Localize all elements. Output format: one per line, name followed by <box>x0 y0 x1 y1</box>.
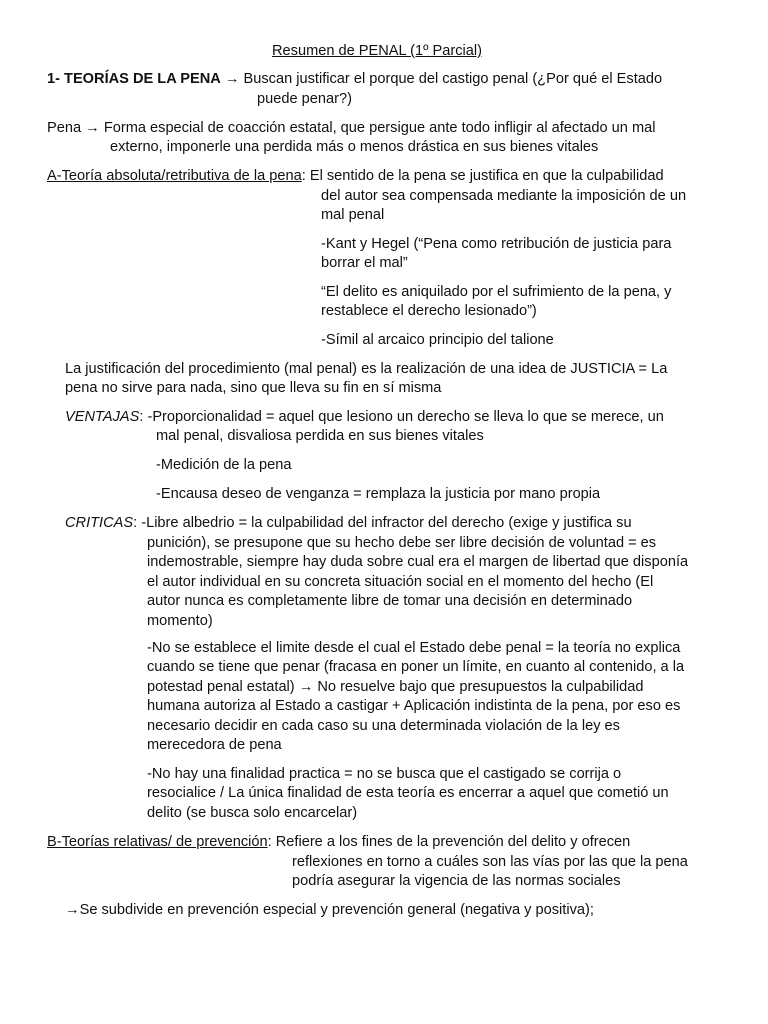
pena-text: Forma especial de coacción estatal, que persigue ante todo infligir al afectado un mal <box>103 120 656 136</box>
criticas-text: momento) <box>147 612 213 629</box>
criticas-text: : -Libre albedrio = la culpabilidad del infractor del derecho (exige y justifica su <box>133 515 632 531</box>
teoria-a-heading-line <box>47 167 664 186</box>
ventajas-text-cont: mal penal, disvaliosa perdida en sus bienes vitales <box>156 428 484 444</box>
ventajas-item: -Medición de la pena <box>156 457 292 473</box>
criticas-text: merecedora de pena <box>147 737 282 754</box>
criticas-text: resocialice / La única finalidad de esta teoría es encerrar a aquel que cometió un <box>147 785 669 802</box>
kant-hegel-text: -Kant y Hegel (“Pena como retribución de justicia para <box>321 236 672 252</box>
criticas-text: delito (se busca solo encarcelar) <box>147 804 358 821</box>
criticas-text: punición), se presupone que su hecho debe ser libre decisión de voluntad = es <box>147 535 657 551</box>
delito-quote: “El delito es aniquilado por el sufrimiento de la pena, y <box>321 284 672 300</box>
arrow-icon: → <box>224 71 240 87</box>
justificacion-text-cont: pena no sirve para nada, sino que lleva su fin en sí misma <box>65 380 442 396</box>
criticas-p3 <box>147 765 669 823</box>
subdivision-text: →Se subdivide en prevención especial y prevención general (negativa y positiva); <box>65 902 594 918</box>
section-1-heading: 1- TEORÍAS DE LA PENA <box>47 71 221 87</box>
pena-text-cont: externo, imponerle una perdida más o menos drástica en sus bienes vitales <box>110 139 599 155</box>
teoria-a-text-cont: del autor sea compensada mediante la imposición de un <box>321 188 687 204</box>
teoria-b-text-cont: reflexiones en torno a cuáles son las vías por las que la pena <box>292 854 688 870</box>
section-1-desc-cont: puede penar?) <box>257 91 352 107</box>
criticas-text: cuando se tiene que penar (fracasa en poner un límite, en cuanto al contenido, a la <box>147 659 685 676</box>
ventajas-item: -Encausa deseo de venganza = remplaza la justicia por mano propia <box>156 486 601 502</box>
section-1-desc: Buscan justificar el porque del castigo penal (¿Por qué el Estado <box>243 71 663 87</box>
ventajas-text: : -Proporcionalidad = aquel que lesiono un derecho se lleva lo que se merece, un <box>139 409 664 425</box>
criticas-label: CRITICAS <box>65 515 134 531</box>
teoria-b-heading: B-Teorías relativas/ de prevención <box>47 834 268 850</box>
criticas-text: humana autoriza al Estado a castigar + Aplicación indistinta de la pena, por eso es <box>147 698 681 715</box>
justificacion-text: La justificación del procedimiento (mal penal) es la realización de una idea de JUSTICIA = La <box>65 361 668 377</box>
teoria-b-heading-line <box>47 833 630 852</box>
teoria-a-text-cont: mal penal <box>321 207 385 223</box>
kant-hegel-text-cont: borrar el mal” <box>321 255 408 271</box>
criticas-p2 <box>147 639 684 755</box>
pena-definition <box>47 119 655 138</box>
ventajas-label: VENTAJAS <box>65 409 140 425</box>
arrow-icon: → <box>85 120 100 136</box>
criticas-text: -No se establece el limite desde el cual el Estado debe penal = la teoría no explica <box>147 640 681 656</box>
teoria-b-text: : Refiere a los fines de la prevención del delito y ofrecen <box>267 834 631 850</box>
teoria-b-text-cont: podría asegurar la vigencia de las normas sociales <box>292 873 621 889</box>
criticas-line <box>65 514 632 533</box>
colon: : <box>301 168 306 184</box>
pena-label: Pena <box>47 120 82 136</box>
criticas-text: autor nunca es completamente libre de tomar una decisión en determinado <box>147 593 633 610</box>
criticas-text: indemostrable, siempre hay duda sobre cual era el margen de libertad que disponía <box>147 554 689 571</box>
document-title: Resumen de PENAL (1º Parcial) <box>272 43 482 59</box>
criticas-p1 <box>147 534 688 631</box>
criticas-text: -No hay una finalidad practica = no se busca que el castigado se corrija o <box>147 766 622 782</box>
teoria-a-heading: A-Teoría absoluta/retributiva de la pena <box>47 168 302 184</box>
delito-quote-cont: restablece el derecho lesionado”) <box>321 303 537 319</box>
talion-text: -Símil al arcaico principio del talione <box>321 332 554 348</box>
criticas-text: potestad penal estatal) → No resuelve bajo que presupuestos la culpabilidad <box>147 678 644 695</box>
ventajas-line <box>65 408 664 427</box>
section-1-heading-line <box>47 70 662 89</box>
teoria-a-text: El sentido de la pena se justifica en que la culpabilidad <box>309 168 664 184</box>
criticas-text: el autor individual en su concreta situación social en el momento del hecho (El <box>147 573 654 590</box>
criticas-text: necesario decidir en cada caso su una determinada violación de la ley es <box>147 717 620 734</box>
